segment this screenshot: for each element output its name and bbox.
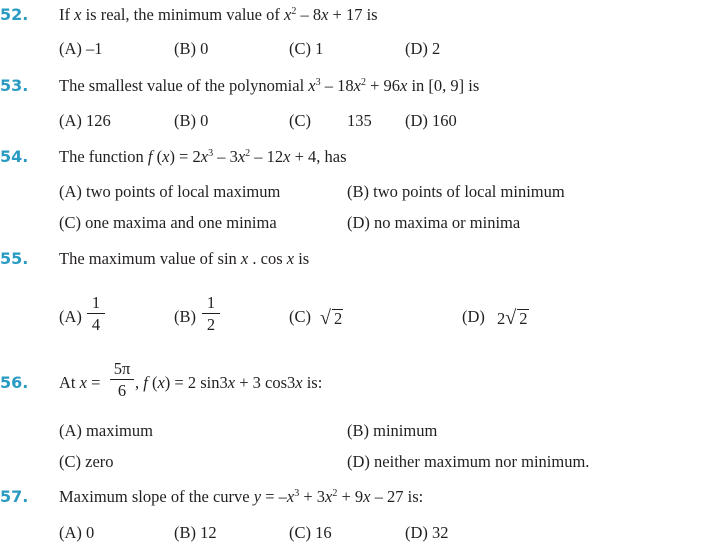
option-53-a[interactable]: (A) 126 bbox=[59, 111, 111, 130]
option-55-d-label[interactable]: (D) bbox=[462, 307, 485, 326]
question-number-56: 56. bbox=[0, 373, 29, 392]
fraction-denominator: 6 bbox=[117, 381, 127, 400]
option-54-d[interactable]: (D) no maxima or minima bbox=[347, 213, 521, 232]
option-56-c[interactable]: (C) zero bbox=[59, 452, 114, 471]
option-56-b[interactable]: (B) minimum bbox=[347, 421, 438, 440]
option-57-a[interactable]: (A) 0 bbox=[59, 523, 95, 542]
option-53-c-label[interactable]: (C) bbox=[289, 111, 311, 130]
option-57-d[interactable]: (D) 32 bbox=[405, 523, 449, 542]
option-52-b[interactable]: (B) 0 bbox=[174, 39, 209, 58]
question-number-53: 53. bbox=[0, 76, 29, 95]
option-54-a[interactable]: (A) two points of local maximum bbox=[59, 182, 281, 201]
fraction-numerator: 5π bbox=[113, 359, 131, 378]
fraction-denominator: 4 bbox=[91, 315, 101, 334]
question-stem-57: Maximum slope of the curve $y = -x^3 + 3x^2 + 9x - 27$ is: bbox=[59, 487, 424, 506]
fraction-bar bbox=[202, 313, 220, 314]
option-56-d[interactable]: (D) neither maximum nor minimum. bbox=[347, 452, 590, 471]
option-55-b-fraction bbox=[202, 294, 220, 334]
option-52-d[interactable]: (D) 2 bbox=[405, 39, 441, 58]
question-56-fraction bbox=[110, 360, 134, 400]
option-55-d-expression: 2 √ 2 bbox=[497, 307, 528, 329]
question-number-55: 55. bbox=[0, 249, 29, 268]
option-55-b-label[interactable]: (B) bbox=[174, 307, 196, 326]
question-stem-54: The function f $(x) = 2x^3 - 3x^2 - 12x + 4$, has bbox=[59, 147, 347, 166]
option-55-c-sqrt: √ 2 bbox=[320, 307, 343, 329]
option-54-b[interactable]: (B) two points of local minimum bbox=[347, 182, 565, 201]
question-number-57: 57. bbox=[0, 487, 29, 506]
question-stem-55: The maximum value of sin x . cos x is bbox=[59, 249, 310, 268]
option-55-c-label[interactable]: (C) bbox=[289, 307, 311, 326]
option-56-a[interactable]: (A) maximum bbox=[59, 421, 153, 440]
question-stem-53: The smallest value of the polynomial $x^3 - 18x^2 + 96x$ in [0, 9] is bbox=[59, 76, 480, 95]
option-52-c[interactable]: (C) 1 bbox=[289, 39, 324, 58]
option-52-a[interactable]: (A) –1 bbox=[59, 39, 103, 58]
option-53-d[interactable]: (D) 160 bbox=[405, 111, 457, 130]
question-stem-52: If x is real, the minimum value of $x^2 - 8x + 17$ is bbox=[59, 5, 378, 24]
option-53-b[interactable]: (B) 0 bbox=[174, 111, 209, 130]
question-number-52: 52. bbox=[0, 5, 29, 24]
question-number-54: 54. bbox=[0, 147, 29, 166]
fraction-bar bbox=[110, 379, 134, 380]
option-57-b[interactable]: (B) 12 bbox=[174, 523, 217, 542]
option-53-c-value: 135 bbox=[347, 111, 372, 130]
fraction-bar bbox=[87, 313, 105, 314]
option-55-a-fraction bbox=[87, 294, 105, 334]
fraction-denominator: 2 bbox=[206, 315, 216, 334]
option-55-a-label[interactable]: (A) bbox=[59, 307, 82, 326]
question-stem-56-prefix: At x = bbox=[59, 373, 101, 392]
radical-sign-icon: √ bbox=[320, 307, 331, 329]
fraction-numerator: 1 bbox=[91, 293, 101, 312]
question-stem-56-suffix: , f (x) = 2 sin3x + 3 cos3x is: bbox=[135, 373, 323, 392]
option-54-c[interactable]: (C) one maxima and one minima bbox=[59, 213, 277, 232]
option-57-c[interactable]: (C) 16 bbox=[289, 523, 332, 542]
fraction-numerator: 1 bbox=[206, 293, 216, 312]
radical-sign-icon: √ bbox=[505, 307, 517, 329]
